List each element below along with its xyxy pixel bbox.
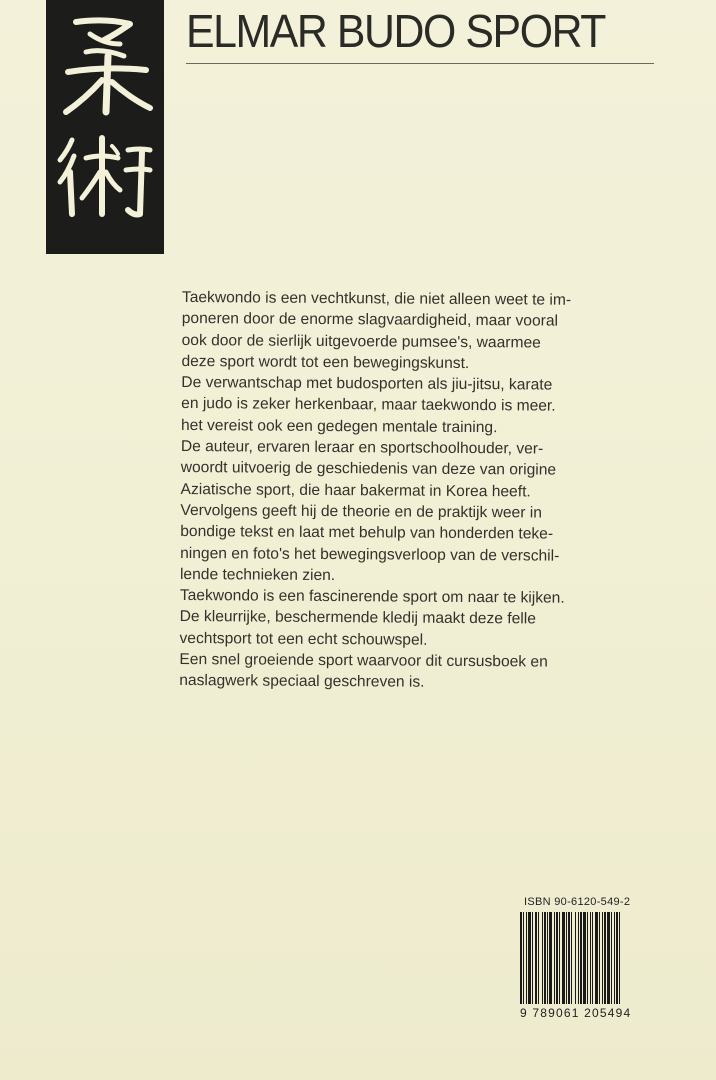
- kanji-brush-calligraphy: [46, 0, 164, 254]
- blurb-line: het vereist ook een gedegen mentale training.: [180, 416, 498, 436]
- blurb-line: ningen en foto's het bewegingsverloop van de verschil-: [180, 544, 560, 565]
- blurb-line: poneren door de enorme slagvaardigheid, maar vooral: [181, 310, 559, 330]
- blurb-line: ook door de sierlijk uitgevoerde pumsee's, waarmee: [181, 331, 541, 352]
- barcode-number: 9 789061 205494: [520, 1006, 632, 1020]
- back-cover-blurb: [179, 287, 662, 695]
- blurb-line: De verwantschap met budosporten als jiu-jitsu, karate: [181, 374, 553, 394]
- blurb-line: De kleurrijke, beschermende kledij maakt deze felle: [179, 608, 536, 628]
- title-divider: [186, 63, 654, 64]
- series-title: ELMAR BUDO SPORT: [186, 5, 606, 57]
- blurb-line: De auteur, ervaren leraar en sportschoolhouder, ver-: [180, 438, 544, 458]
- blurb-line: naslagwerk speciaal geschreven is.: [179, 672, 425, 692]
- barcode-image: [518, 912, 672, 1004]
- blurb-line: bondige tekst en laat met behulp van honderden teke-: [180, 523, 554, 543]
- blurb-line: Taekwondo is een fascinerende sport om naar te kijken.: [179, 587, 565, 607]
- blurb-line: Een snel groeiende sport waarvoor dit cursusboek en: [179, 651, 548, 671]
- barcode-bars: [518, 912, 672, 1004]
- blurb-line: woordt uitvoerig de geschiedenis van deze van origine: [180, 459, 557, 479]
- blurb-line: Vervolgens geeft hij de theorie en de praktijk weer in: [180, 501, 542, 522]
- kanji-logo-block: [46, 0, 164, 254]
- blurb-line: vechtsport tot een echt schouwspel.: [179, 629, 428, 649]
- blurb-line: en judo is zeker herkenbaar, maar taekwondo is meer.: [181, 395, 556, 416]
- blurb-line: Taekwondo is een vechtkunst, die niet alleen weet te im-: [181, 288, 572, 309]
- isbn-label: ISBN 90-6120-549-2: [524, 896, 631, 908]
- blurb-line: Aziatische sport, die haar bakermat in Korea heeft.: [180, 480, 531, 501]
- blurb-line: lende technieken zien.: [179, 565, 336, 584]
- blurb-line: deze sport wordt tot een bewegingskunst.: [181, 352, 470, 372]
